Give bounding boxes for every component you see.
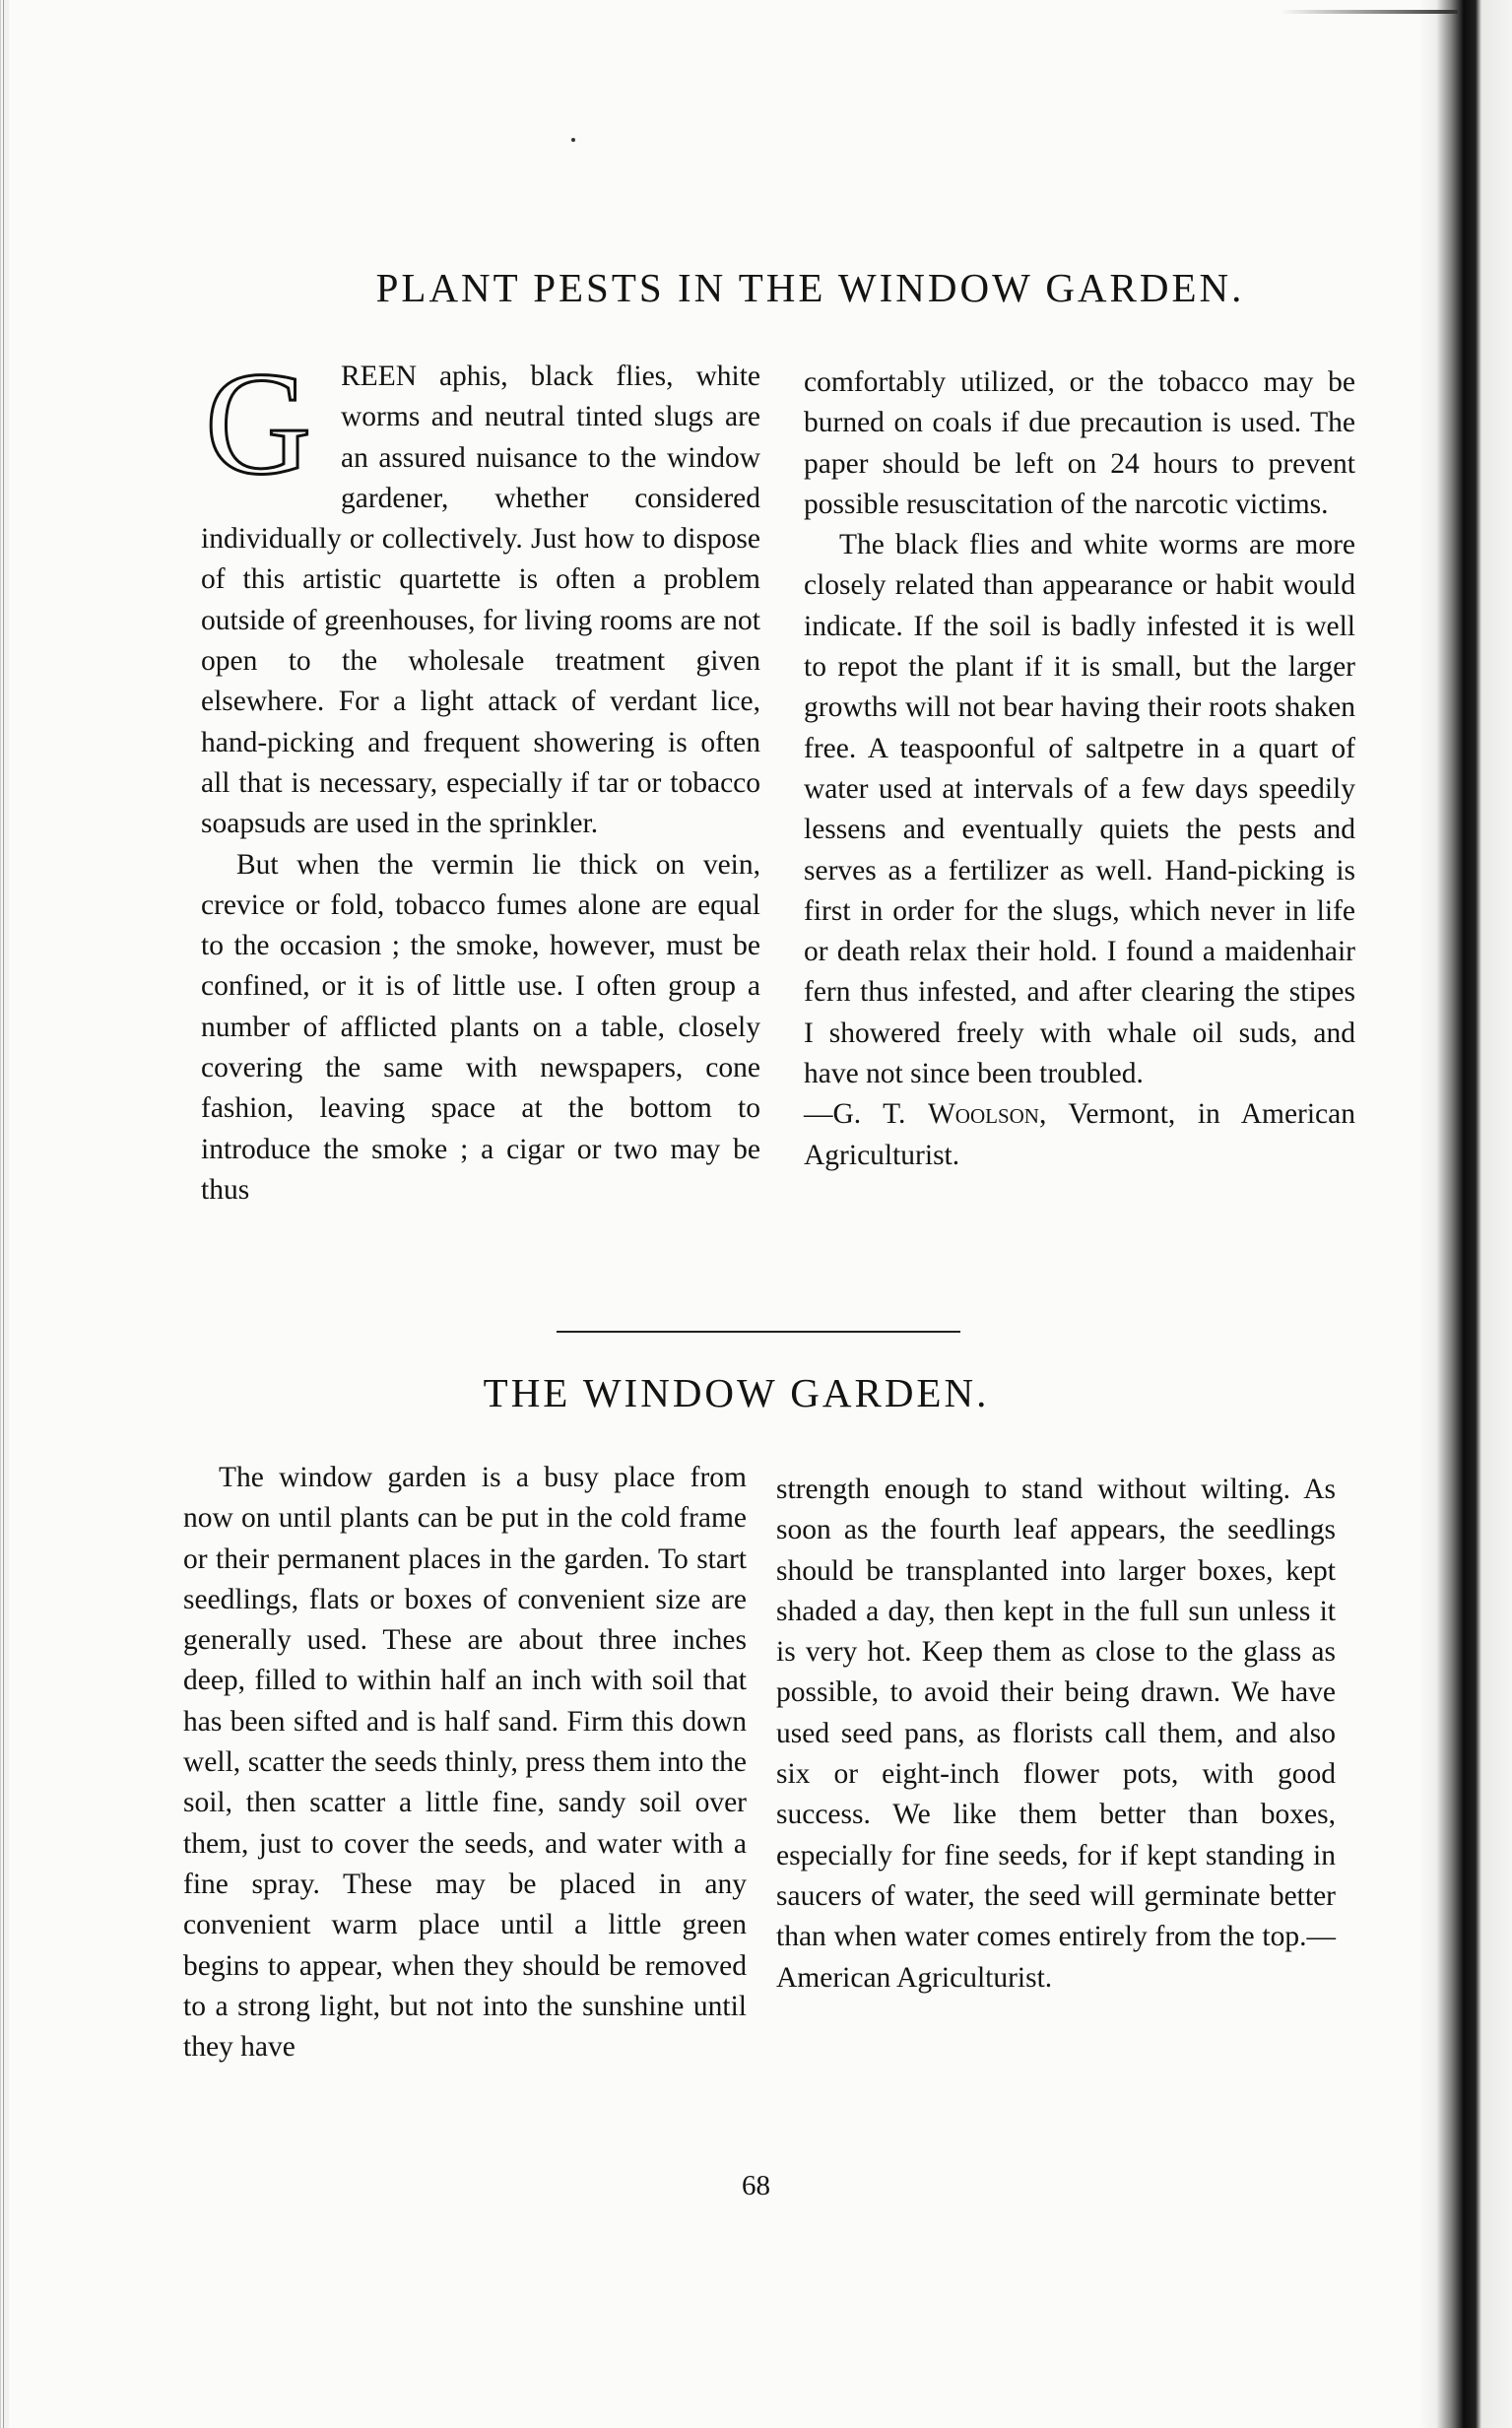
scan-right-edge [1418,0,1512,2428]
section-divider [557,1331,960,1333]
drop-cap-g-icon [201,362,327,479]
article2-column-2 [776,1470,1336,1999]
page-number: 68 [742,2170,770,2201]
article2-paragraph-1: The window garden is a busy place from now on until plants can be put in the cold frame or their permanent places in the garden. To start seedlings, flats or boxes of convenient size are generally used. These are about three inches deep, filled to within half an inch with soil that has been sifted and is half sand. Firm this down well, scatter the seeds thinly, press them into the soil, then scatter a little fine, sandy soil over them, just to cover the seeds, and water with a fine spray. These may be placed in any convenient warm place until a little green begins to appear, when they should be removed to a strong light, but not into the sunshine until they have [183,1462,747,2064]
signature-source: , Vermont, in American Agriculturist. [804,1098,1355,1171]
article1-paragraph-3: comfortably utilized, or the tobacco may be burned on coals if due precaution is used. The paper should be left on 24 hours to prevent possible resuscitation of the narcotic victims. [804,366,1355,520]
svg-text:G: G [205,362,312,479]
article2-paragraph-2: strength enough to stand without wilting. As soon as the fourth leaf appears, the seedlings should be transplanted into larger boxes, kept shaded a day, then kept in the full sun unless it is very hot. Keep them as close to the glass as possible, to avoid their being drawn. We have used seed pans, as florists call them, and also six or eight-inch flower pots, with good success. We like them better than boxes, especially for fine seeds, for if kept standing in saucers of water, the seed will germinate better than when water comes entirely from the top.—American Agriculturist. [776,1474,1336,1994]
speck [571,138,575,142]
scan-top-edge [1281,10,1458,14]
article1-paragraph-4 [804,525,1355,1176]
article1-title: PLANT PESTS IN THE WINDOW GARDEN. [375,265,1245,310]
scan-left-edge [0,0,9,2428]
article1-paragraph-4-text: The black flies and white worms are more closely related than appearance or habit would indicate. If the soil is badly infested it is well to repot the plant if it is small, but the larger growths will not bear having their roots shaken free. A teaspoonful of saltpetre in a quart of water used at intervals of a few days speedily lessens and eventually quiets the pests and serves as a fertilizer as well. Hand-picking is first in order for the slugs, which never in life or death relax their hold. I found a maidenhair fern thus infested, and after clearing the stipes I showered freely with whale oil suds, and have not since been troubled. [804,529,1355,1090]
article1-column-2 [804,362,1355,1176]
signature-name: Woolson [927,1098,1039,1131]
article2-column-1 [183,1458,747,2067]
article2-title: THE WINDOW GARDEN. [483,1370,990,1415]
article1-paragraph-2: But when the vermin lie thick on vein, crevice or fold, tobacco fumes alone are equal to the occasion ; the smoke, however, must be confined, or it is of little use. I often group a number of afflicted plants on a table, closely covering the same with newspapers, cone fashion, leaving space at the bottom to introduce the smoke ; a cigar or two may be thus [201,848,760,1206]
article1-column-1 [201,357,760,1211]
article1-paragraph-1: REEN aphis, black flies, white worms and neutral tinted slugs are an assured nuisance to the window gardener, whether considered individually or collectively. Just how to dispose of this artistic quartette is often a problem outside of greenhouses, for living rooms are not open to the wholesale treatment given elsewhere. For a light attack of verdant lice, hand-picking and frequent showering is often all that is necessary, especially if tar or tobacco soapsuds are used in the sprinkler. [201,361,760,840]
signature-dash: —G. T. [804,1098,928,1131]
